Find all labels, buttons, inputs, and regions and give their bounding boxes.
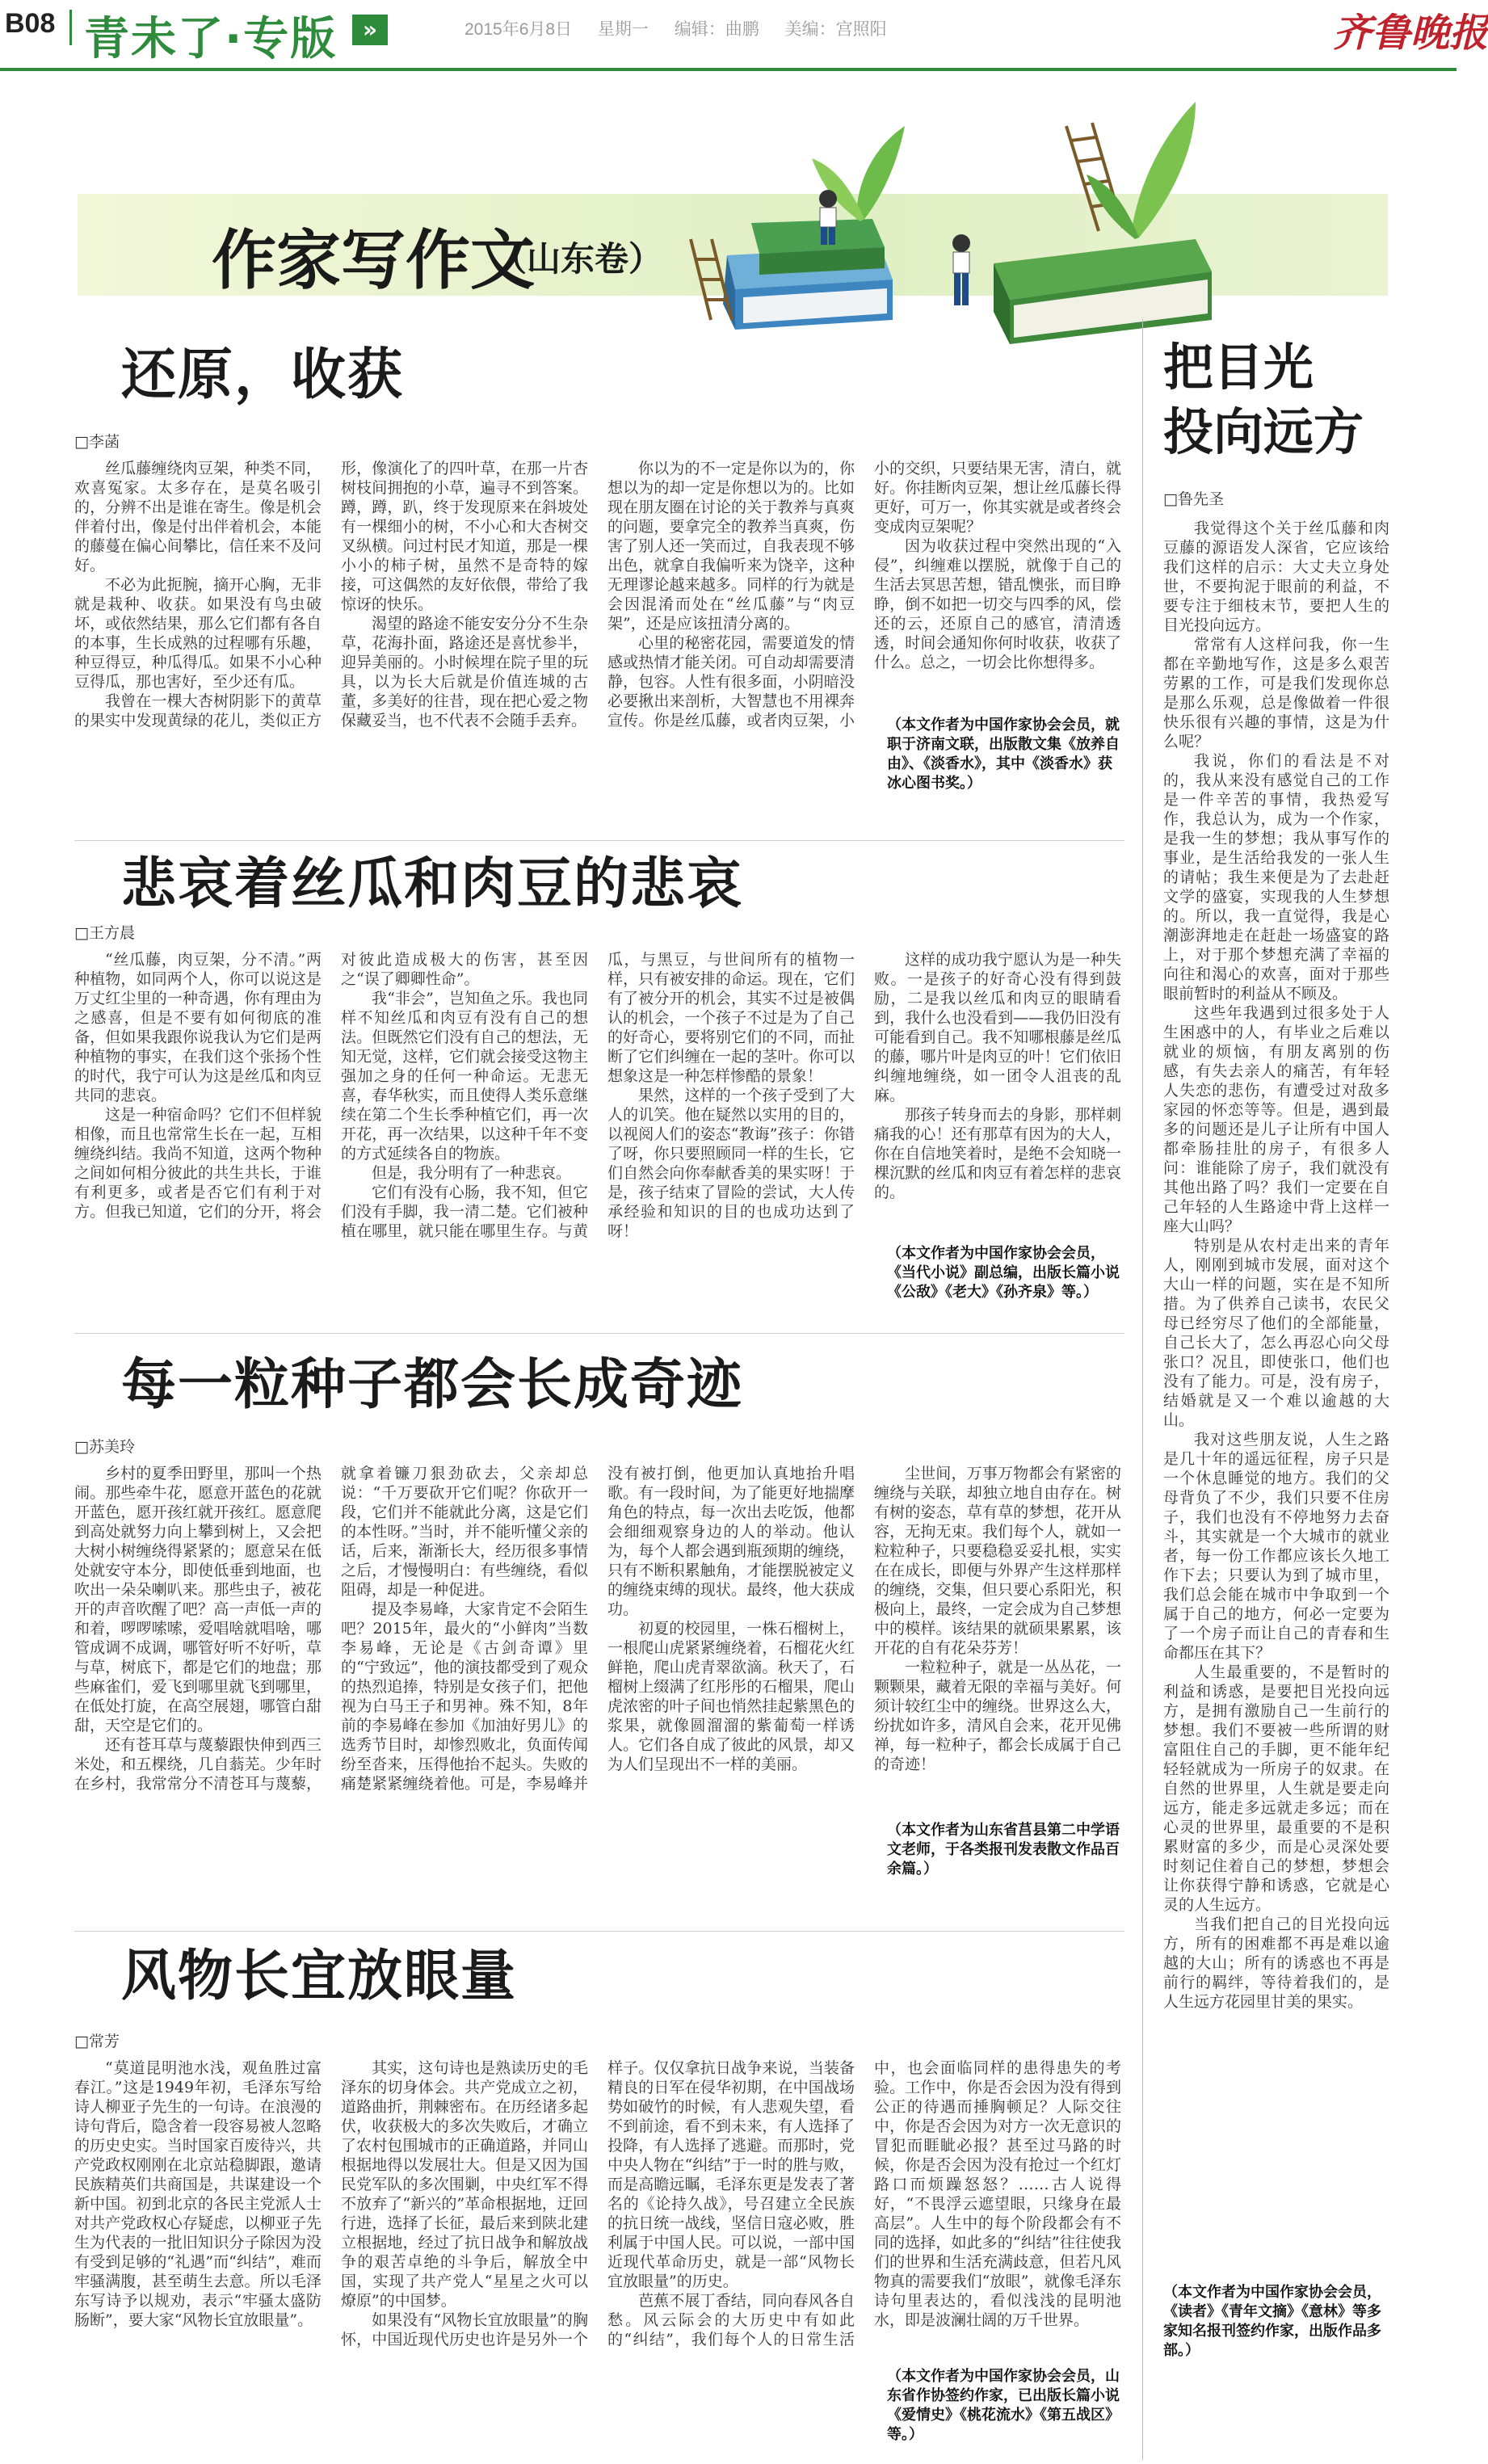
paragraph: 提及李易峰，大家肯定不会陌生吧？2015年，最火的“小鲜肉”当数李易峰，无论是《古剑奇谭》里的“宁致远”，他的演技都受到了观众的热烈追捧，特别是女孩子们，把他视为白马王子和男神。殊不知，8年前的李易峰在参加《加油好男儿》的选秀节目时，却惨烈败北，负面传闻纷至沓来，压得他抬不起头。失败的痛楚紧紧缠绕着他。可是，李易峰并没有被打倒，他更加认真地抬升唱歌。有一段时间，为了能更好地揣摩角色的特点，每一次出去吃饭，他都会细细观察身边的人的举动。他认为，每个人都会遇到瓶颈期的缠绕，只有不断积累触角，才能摆脱被定义的缠绕束缚的现状。最终，他大获成功。 [341,1465,855,1793]
article-1-body [74,459,1121,855]
page-number: B08 [5,8,56,39]
paragraph: 但是，我分明有了一种悲哀。 [372,1164,572,1182]
article-5-body [1163,519,1389,2272]
article-1-author-note: （本文作者为中国作家协会会员，就职于济南文联，出版散文集《放养自由》、《淡香水》，其中《淡香水》获冰心图书奖。） [887,717,1120,792]
header-meta [464,16,908,40]
banner-subtitle: （山东卷） [493,239,663,279]
newspaper-logo: 齐鲁晚报 [1333,11,1488,56]
designer-credit: 美编：宫照阳 [784,20,887,39]
article-1-author: □李菡 [74,433,120,451]
paragraph: 不必为此扼腕，摘开心胸，无非就是栽种、收获。如果没有鸟虫破坏，或依然结果，那么它们都有各自的本事，生长成熟的过程哪有乐趣，种豆得豆，种瓜得瓜。如果不小心种豆得瓜，那也害好，至少还有瓜。 [74,576,322,691]
paragraph: 常常有人这样问我，你一生都在辛勤地写作，这是多么艰苦劳累的工作，可是我们发现你总是那么乐观，总是像做着一件很快乐很有兴趣的事情，这是为什么呢？ [1163,636,1389,751]
article-2-author-note: （本文作者为中国作家协会会员，《当代小说》副总编，出版长篇小说《公敌》《老大》《孙齐泉》等。） [887,1245,1120,1301]
column-divider [1142,319,1143,2460]
paragraph: 一粒粒种子，就是一丛丛花，一颗颗果，藏着无限的幸福与美好。何须计较红尘中的缠绕。世界这么大，纷扰如许多，清风自会来，花开见佛禅，每一粒种子，都会长成属于自己的奇迹！ [874,1659,1121,1773]
section-title: 青未了·专版 [84,13,338,65]
paragraph: 当我们把自己的目光投向远方，所有的困难都不再是难以逾越的大山；所有的诱惑也不再是前行的羁绊，等待着我们的，是人生远方花园里甘美的果实。 [1163,1915,1389,2011]
article-5-title [1163,335,1364,465]
article-3-author: □苏美玲 [74,1438,135,1456]
paragraph: 丝瓜藤缠绕肉豆架，种类不同，欢喜冤家。太多存在，是莫名吸引的，分辨不出是谁在寄生。像是机会伴着付出，像是付出伴着机会，本能的藤蔓在偏心间攀比，信任来不及问好。 [74,460,322,574]
header-divider [69,10,72,45]
paragraph: 初夏的校园里，一株石榴树上，一根爬山虎紧紧缠绕着，石榴花火红鲜艳，爬山虎青翠欲滴。秋天了，石榴树上缀满了红彤彤的石榴果，爬山虎浓密的叶子间也悄然挂起紫黑色的浆果，就像圆溜溜的紫葡萄一样诱人。它们各自成了彼此的风景，却又为人们呈现出不一样的美丽。 [607,1620,855,1773]
paragraph: 特别是从农村走出来的青年人，刚刚到城市发展，面对这个大山一样的问题，实在是不知所措。为了供养自己读书，农民父母已经穷尽了他们的全部能量，自己长大了，怎么再忍心向父母张口？况且，即使张口，他们也没有了能力。可是，没有房子，结婚就是又一个难以逾越的大山。 [1163,1237,1389,1429]
paragraph: 我“非会”，岂知鱼之乐。我也同样不知丝瓜和肉豆有没有自己的想法。但既然它们没有自己的想法，无知无觉，这样，它们就会接受这物主强加之身的任何一种命运。无悲无喜，春华秋实，而且使得人类乐意继续在第二个生长季种植它们，再一次开花，再一次结果，以这种千年不变的方式延续各自的物族。 [341,990,588,1163]
paragraph: 这些年我遇到过很多处于人生困惑中的人，有毕业之后难以就业的烦恼，有朋友离别的伤感，有失去亲人的痛苦，有年轻人失恋的悲伤，有遭受过对敌多家园的怀恋等等。但是，遇到最多的问题还是儿子让所有中国人都牵肠挂肚的房子，有很多人问：谁能除了房子，我们就没有其他出路了吗？我们一定要在自己年轻的人生路途中背上这样一座大山吗？ [1163,1004,1389,1235]
paragraph: 渴望的路途不能安安分分不生杂草，花海扑面，路途还是喜忧参半，迎异美丽的。小时候埋在院子里的玩具，以为长大后就是价值连城的古董，多美好的往昔，现在把心爱之物保藏妥当，也不代表不会随手丢弃。 [341,615,588,730]
paragraph: 人生最重要的，不是暂时的利益和诱惑，是要把目光投向远方，是拥有激励自己一生前行的梦想。我们不要被一些所谓的财富阻住自己的手脚，更不能年纪轻轻就成为一所房子的奴隶。在自然的世界里，人生就是要走向远方，能走多远就走多远；而在心灵的世界里，最重要的不是积累财富的多少，而是心灵深处要时刻记住着自己的梦想，梦想会让你获得宁静和诱惑，它就是心灵的人生远方。 [1163,1663,1389,1914]
paragraph: 尘世间，万事万物都会有紧密的缠绕与关联，却独立地自由存在。树有树的姿态，草有草的梦想，花开从容，无拘无束。我们每个人，就如一粒粒种子，只要稳稳妥妥扎根，实实在在成长，即便与外界产生这样那样的缠绕，交集，但只要心系阳光，积极向上，最终，一定会成为自己梦想中的模样。该结果的就硕果累累，该开花的自有花朵芬芳！ [874,1465,1121,1657]
article-4-title: 风物长宜放眼量 [121,1945,518,2008]
header-rule [0,68,1456,71]
article-3-author-note: （本文作者为山东省莒县第二中学语文老师，于各类报刊发表散文作品百余篇。） [887,1822,1120,1877]
editor-credit: 编辑：曲鹏 [674,20,759,39]
article-5-title-line2: 投向远方 [1163,402,1364,461]
page-header [0,0,1488,73]
paragraph: 这样的成功我宁愿认为是一种失败。一是孩子的好奇心没有得到鼓励，二是我以丝瓜和肉豆的眼睛看到，我什么也没看到——我仍旧没有可能看到自己。我不知哪根藤是丝瓜的藤，哪片叶是肉豆的叶！它们依旧纠缠地缠绕，如一团令人沮丧的乱麻。 [874,951,1121,1104]
article-4-author-note: （本文作者为中国作家协会会员，山东省作协签约作家，已出版长篇小说《爱情史》《桃花流水》《第五战区》等。） [887,2368,1120,2443]
paragraph: 我曾在一棵大杏树阴影下的黄草的果实中发现黄绿的花儿，类似正方形，像演化了的四叶草，在那一片杏树枝间拥抱的小草，遍寻不到答案。蹲，蹲，趴，终于发现原来在斜坡处有一棵细小的树，不小心和大杏树交叉纵横。问过村民才知道，那是一棵小小的柿子树，虽然不是奇特的嫁接，可这偶然的友好依偎，带给了我惊讶的快乐。 [74,460,588,730]
issue-date: 2015年6月8日 [464,20,573,39]
paragraph: 因为收获过程中突然出现的“入侵”，纠缠难以摆脱，就像于自己的生活去冥思苦想，错乱懊张，而目睁睁，倒不如把一切交与四季的风，偿还的云，还原自己的感官，清清透透，时间会通知你何时收获，收获了什么。总之，一切会比你想得多。 [874,537,1121,671]
article-5-author-note: （本文作者为中国作家协会会员，《读者》《青年文摘》《意林》等多家知名报刊签约作家，出版作品多部。） [1163,2284,1381,2359]
section-arrow-icon: » [352,15,388,45]
paragraph: 那孩子转身而去的身影，那样刺痛我的心！还有那草有因为的大人，你在自信地笑着时，是绝不会知晓一棵沉默的丝瓜和肉豆有着怎样的悲哀的。 [874,1106,1121,1201]
article-5-title-line1: 把目光 [1163,338,1314,397]
paragraph: 如果没有“风物长宜放眼量”的胸怀，中国近现代历史也许是另外一个样子。仅仅拿抗日战争来说，当装备精良的日军在侵华初期，在中国战场势如破竹的时候，有人悲观失望，看不到前途，看不到未来，有人选择了投降，有人选择了逃避。而那时，党中央人物在“纠结”于一时的胜与败，而是高瞻远瞩，毛泽东更是发表了著名的《论持久战》，号召建立全民族的抗日统一战线，坚信日寇必败，胜利属于中国人民。可以说，一部中国近现代革命历史，就是一部“风物长宜放眼量”的历史。 [341,2059,855,2348]
article-1-title: 还原，收获 [121,343,405,407]
paragraph: 芭蕉不展丁香结，同向春风各自愁。风云际会的大历史中有如此的“纠结”，我们每个人的日常生活中，也会面临同样的患得患失的考验。工作中，你是否会因为没有得到公正的待遇而捶胸顿足？人际交往中，你是否会因为对方一次无意识的冒犯而睚眦必报？甚至过马路的时候，你是否会因为没有抢过一个红灯路口而烦躁怒怒？……古人说得好，“不畏浮云遮望眼，只缘身在最高层”。人生中的每个阶段都会有不同的选择，如此多的“纠结”往往使我们的世界和生活充满歧意，但若凡风物真的需要我们“放眼”，就像毛泽东诗句里表达的，看似浅浅的昆明池水，即是波澜壮阔的万千世界。 [607,2059,1121,2348]
paragraph: 我觉得这个关于丝瓜藤和肉豆藤的源语发人深省，它应该给我们这样的启示：大丈夫立身处世，不要拘泥于眼前的利益，不要专注于细枝末节，要把人生的目光投向远方。 [1163,519,1389,634]
paragraph: 你以为的不一定是你以为的，你想以为的却一定是你想以为的。比如现在朋友圈在讨论的关于教养与真爽的问题，要拿完全的教养当真爽，伤害了别人还一笑而过，自我表现不够出色，就拿自我偏听来为饶辛，这种无理谬论越来越多。同样的行为就是会因混淆而处在“丝瓜藤”与“肉豆架”，还是应该扭清分离的。 [607,460,855,633]
paragraph: 我说，你们的看法是不对的，我从来没有感觉自己的工作是一件辛苦的事情，我热爱写作，我总认为，成为一个作家，是我一生的梦想；我从事写作的事业，是生活给我发的一张人生的请帖；我生来便是为了去赴赶文学的盛宴，实现我的人生梦想的。所以，我一直觉得，我是心潮澎湃地走在赶赴一场盛宴的路上，对于那个梦想充满了幸福的向往和渴心的欢喜，面对于那些眼前暂时的利益从不顾及。 [1163,752,1389,1003]
paragraph: “莫道昆明池水浅，观鱼胜过富春江。”这是1949年初，毛泽东写给诗人柳亚子先生的一句诗。在浪漫的诗句背后，隐含着一段容易被人忽略的历史史实。当时国家百废待兴，共产党政权刚刚在北京站稳脚跟，邀请民族精英们共商国是，共谋建设一个新中国。初到北京的各民主党派人士对共产党政权心存疑虑，以柳亚子先生为代表的一批旧知识分子除因为没有受到足够的“礼遇”而“纠结”，难而牢骚满腹，甚至萌生去意。所以毛泽东写诗予以规劝，表示“牢骚太盛防肠断”，要大家“风物长宜放眼量”。 [74,2059,322,2329]
article-3-title: 每一粒种子都会长成奇迹 [121,1353,744,1417]
article-2-title: 悲哀着丝瓜和肉豆的悲哀 [121,852,744,916]
article-separator [74,1931,1124,1932]
paragraph: 我对这些朋友说，人生之路是几十年的遥远征程，房子只是一个休息睡觉的地方。我们的父母背负了不少，我们只要不住房子，我们也没有不停地努力去奋斗，其实就是一个大城市的就业者，每一份工作都应该长久地工作下去；只要认为到了城市里，我们总会能在城市中争取到一个属于自己的地方，何必一定要为了一个房子而让自己的青春和生命都压在其下？ [1163,1431,1389,1662]
paragraph: 还有苍耳草与蔑藜跟快伸到西三米处，和五棵绕，几自蓊芜。少年时在乡村，我常常分不清苍耳与蔑藜，就拿着镰刀狠劲砍去，父亲却总说：“千万要砍开它们呢？你砍开一段，它们并不能就此分离，这是它们的本性呀。”当时，并不能听懂父亲的话，后来，渐渐长大，经历很多事情之后，才慢慢明白：有些缠绕，看似阻碍，却是一种促进。 [74,1465,588,1793]
books-ladder-students-icon [614,78,1228,352]
paragraph: “丝瓜藤，肉豆架，分不清。”两种植物，如同两个人，你可以说这是万丈红尘里的一种奇遇，你有理由为之感喜，但是不要有如何彻底的准备，但如果我跟你说我认为它们是两种植物的事实，在我们这个张扬个性的时代，我宁可认为这是丝瓜和肉豆共同的悲哀。 [74,951,322,1104]
banner-title: 作家写作文 [212,223,535,298]
article-2-author: □王方晨 [74,924,135,942]
paragraph: 它们有没有心肠，我不知，但它们没有手脚，我一清二楚。它们被种植在哪里，就只能在哪里生存。与黄瓜，与黑豆，与世间所有的植物一样，只有被安排的命运。现在，它们有了被分开的机会，其实不过是被偶认的机会，一个孩子不过是为了自己的好奇心，要将别它们的不同，而扯断了它们纠缠在一起的茎叶。你可以想象这是一种怎样惨酷的景象！ [341,951,855,1240]
issue-weekday: 星期一 [597,20,649,39]
paragraph: 心里的秘密花园，需要道发的情感或热情才能关闭。可自动却需要清静，包容。人性有很多面，小阴暗没必要揪出来剖析，大智慧也不用裸奔宣传。你是丝瓜藤，或者肉豆架，小小的交织，只要结果无害，清白，就好。你挂断肉豆架，想让丝瓜藤长得更好，可万一，你其实就是或者终会变成肉豆架呢？ [607,460,1121,730]
paragraph: 这是一种宿命吗？它们不但样貌相像，而且也常常生长在一起，互相缠绕纠结。我尚不知道，这两个物种之间如何相分彼此的共生共长，于谁有利更多，或者是否它们有利于对方。但我已知道，它们的分开，将会对彼此造成极大的伤害，甚至因之“误了卿卿性命”。 [74,951,588,1221]
article-separator [74,1333,1124,1334]
article-4-author: □常芳 [74,2033,120,2050]
paragraph: 乡村的夏季田野里，那叫一个热闹。那些牵牛花，愿意开蓝色的花就开蓝色，愿开孩红就开孩红。愿意爬到高处就努力向上攀到树上，又会把大树小树缠绕得紧紧的；愿意呆在低处就安守本分，即使低垂到地面，也吹出一朵朵喇叭来。那些虫子，被花开的声音吹醒了吧？高一声低一声的和着，啰啰嗦嗦，爱唱啥就唱啥，哪管成调不成调，哪管好听不好听，草与草，树底下，都是它们的地盘；那些麻雀们，爱飞到哪里就飞到哪里，在低处打旋，在高空展翅，哪管白甜甜，天空是它们的。 [74,1465,322,1734]
paragraph: 果然，这样的一个孩子受到了大人的讥笑。他在疑然以实用的目的，以视阅人们的姿态“教诲”孩子：你错了呀，你只要照顾同一样的生长，它们自然会向你奉献香美的果实呀！于是，孩子结束了冒险的尝试，大人传承经验和知识的目的也成功达到了呀！ [607,1087,855,1240]
paragraph: 其实，这句诗也是熟读历史的毛泽东的切身体会。共产党成立之初，道路曲折，荆棘密布。在历经诸多起伏，收获极大的多次失败后，才确立了农村包围城市的正确道路，并同山根据地得以发展壮大。但是又因为国民党军队的多次围剿，中央红军不得不放弃了“新兴的”革命根据地，迂回行进，选择了长征，最后来到陕北建立根据地，经过了抗日战争和解放战争的艰苦卓绝的斗争后，解放全中国，实现了共产党人“星星之火可以燎原”的中国梦。 [341,2059,588,2310]
article-5-author: □鲁先圣 [1163,490,1224,508]
